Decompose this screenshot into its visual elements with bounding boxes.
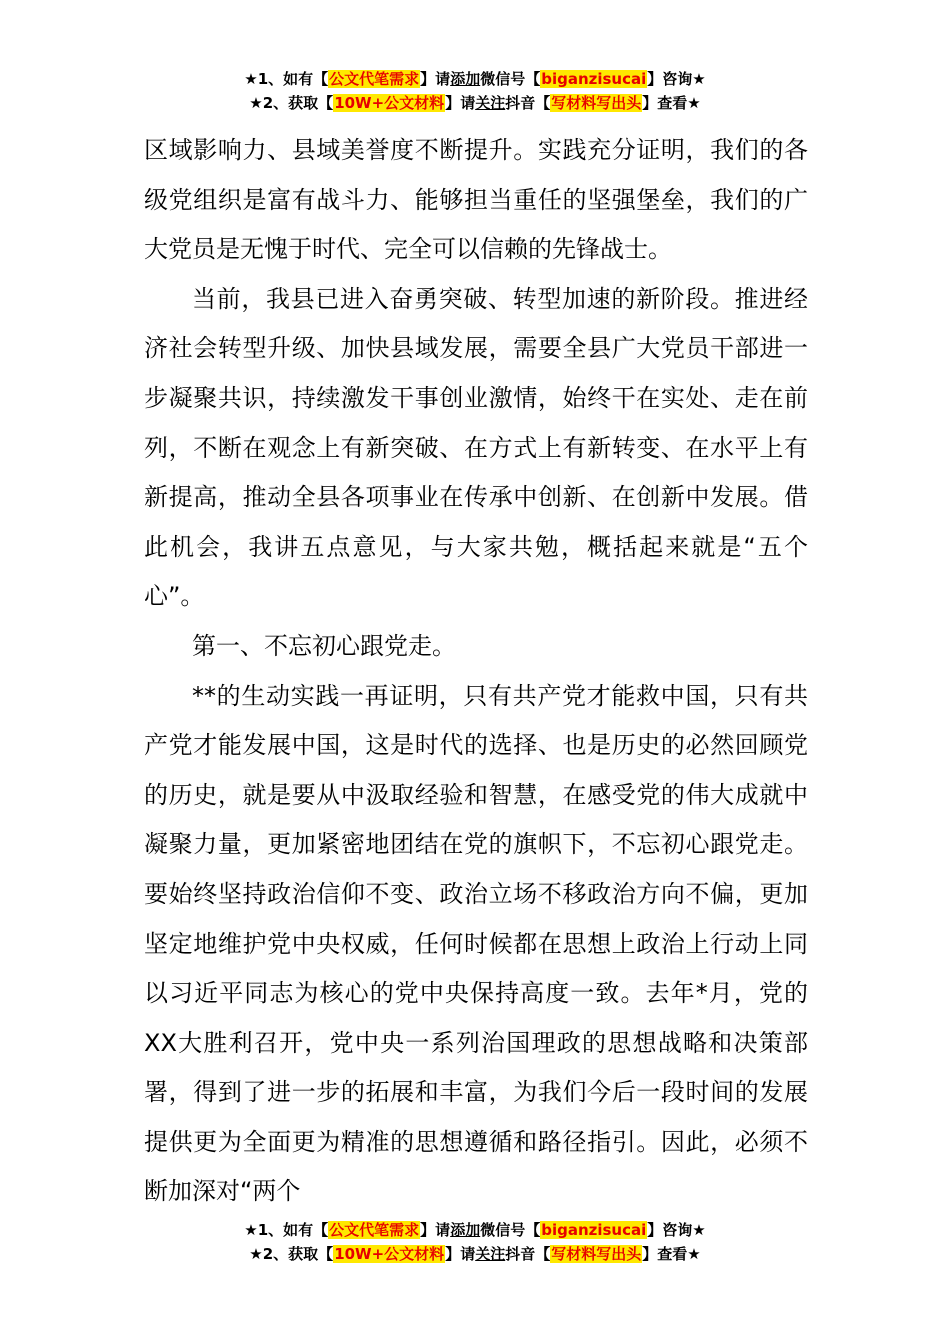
banner-text: 】请 [420,1221,451,1239]
banner-text: ★1、如有【 [244,1221,329,1239]
banner-text: 微信号【 [480,70,541,88]
banner-highlight: 10W+公文材料 [334,94,445,112]
banner-underline: 添加 [450,1221,481,1239]
banner-line-1 [0,67,950,91]
banner-text: 】查看★ [642,1245,701,1263]
paragraph: 当前，我县已进入奋勇突破、转型加速的新阶段。推进经济社会转型升级、加快县域发展，需要全县广大党员干部进一步凝聚共识，持续激发干事创业激情，始终干在实处、走在前列，不断在观念上有新突破、在方式上有新转变、在水平上有新提高，推动全县各项事业在传承中创新、在创新中发展。借此机会，我讲五点意见，与大家共勉，概括起来就是“五个心”。 [144,284,808,611]
section-heading: 第一、不忘初心跟党走。 [192,631,456,660]
footer-banner [0,1218,950,1266]
banner-text: 】咨询★ [647,1221,706,1239]
header-banner [0,67,950,115]
banner-douyin-id: 写材料写出头 [551,94,642,112]
banner-line-1 [0,1218,950,1242]
banner-text: 】请 [420,70,451,88]
banner-highlight: 公文代笔需求 [329,70,420,88]
banner-underline: 添加 [450,70,481,88]
banner-text: 抖音【 [505,1245,551,1263]
banner-highlight: 公文代笔需求 [329,1221,420,1239]
banner-line-2 [0,1242,950,1266]
banner-text: 抖音【 [505,94,551,112]
banner-wechat-id: biganzisucai [541,1221,647,1239]
banner-text: 】请 [445,94,476,112]
paragraph: 区域影响力、县域美誉度不断提升。实践充分证明，我们的各级党组织是富有战斗力、能够担当重任的坚强堡垒，我们的广大党员是无愧于时代、完全可以信赖的先锋战士。 [144,136,808,264]
banner-text: ★2、获取【 [249,1245,334,1263]
banner-line-2 [0,91,950,115]
paragraph: **的生动实践一再证明，只有共产党才能救中国，只有共产党才能发展中国，这是时代的选择、也是历史的必然回顾党的历史，就是要从中汲取经验和智慧，在感受党的伟大成就中凝聚力量，更加紧密地团结在党的旗帜下，不忘初心跟党走。要始终坚持政治信仰不变、政治立场不移政治方向不偏，更加坚定地维护党中央权威，任何时候都在思想上政治上行动上同以习近平同志为核心的党中央保持高度一致。去年*月，党的XX大胜利召开，党中央一系列治国理政的思想战略和决策部署，得到了进一步的拓展和丰富，为我们今后一段时间的发展提供更为全面更为精准的思想遵循和路径指引。因此，必须不断加深对“两个 [144,681,808,1206]
banner-text: ★1、如有【 [244,70,329,88]
banner-highlight: 10W+公文材料 [334,1245,445,1263]
document-body [144,126,808,1217]
banner-underline: 关注 [475,1245,506,1263]
banner-text: 】咨询★ [647,70,706,88]
banner-text: ★2、获取【 [249,94,334,112]
banner-underline: 关注 [475,94,506,112]
banner-wechat-id: biganzisucai [541,70,647,88]
banner-douyin-id: 写材料写出头 [551,1245,642,1263]
banner-text: 微信号【 [480,1221,541,1239]
banner-text: 】请 [445,1245,476,1263]
banner-text: 】查看★ [642,94,701,112]
